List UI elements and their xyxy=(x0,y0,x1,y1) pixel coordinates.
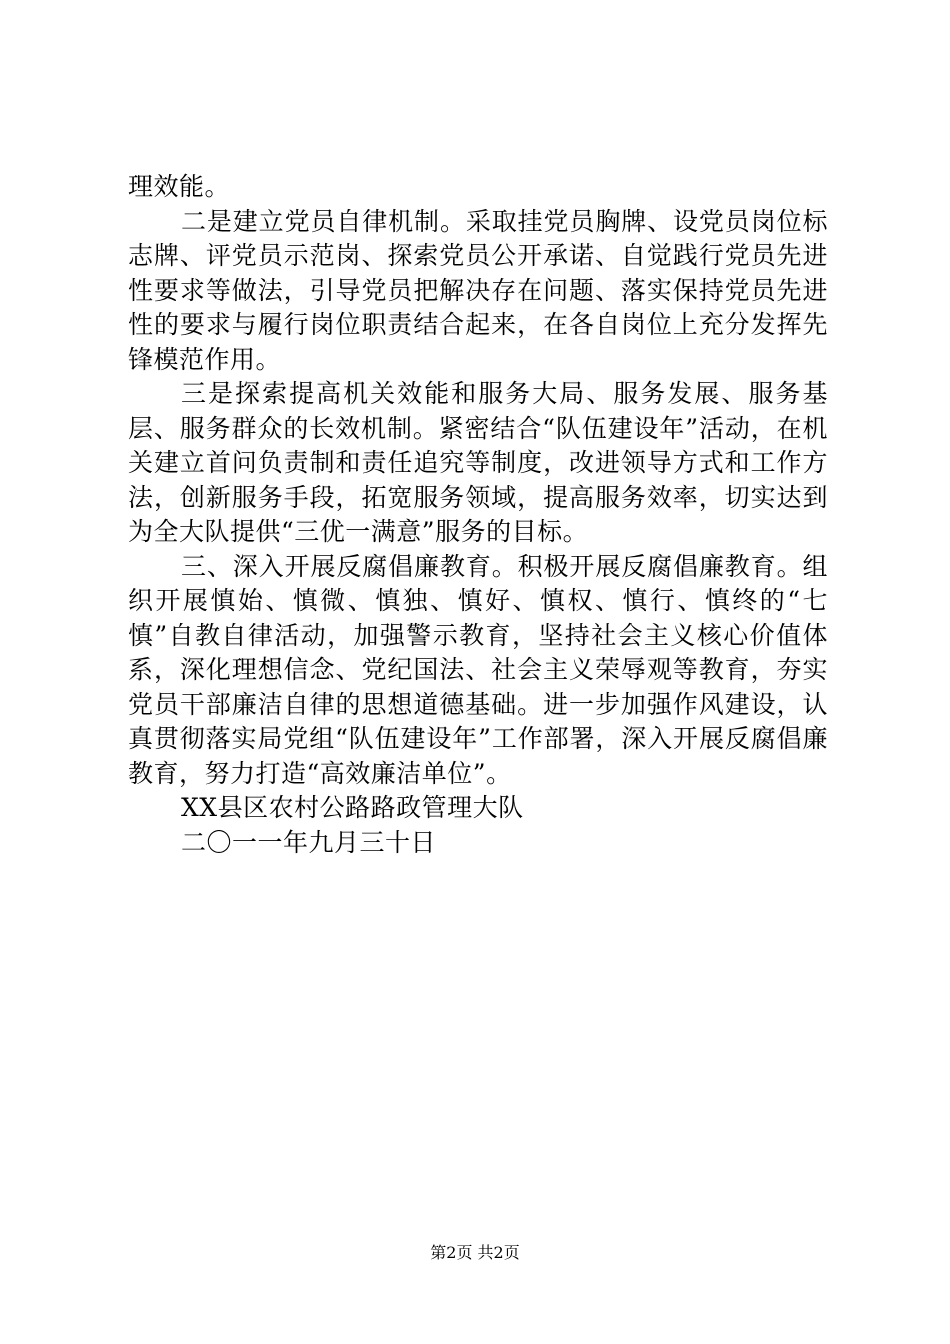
page-number: 第2页 共2页 xyxy=(430,1243,520,1262)
signature-organization: XX县区农村公路路政管理大队 xyxy=(181,793,524,822)
document-body xyxy=(128,170,828,860)
paragraph-anti-corruption: 三、深入开展反腐倡廉教育。积极开展反腐倡廉教育。组织开展慎始、慎微、慎独、慎好、慎权、慎行、慎终的“七慎”自教自律活动，加强警示教育，坚持社会主义核心价值体系，深化理想信念、党纪国法、社会主义荣辱观等教育，夯实党员干部廉洁自律的思想道德基础。进一步加强作风建设，认真贯彻落实局党组“队伍建设年”工作部署，深入开展反腐倡廉教育，努力打造“高效廉洁单位”。 xyxy=(128,551,828,788)
page-footer xyxy=(0,1243,950,1263)
paragraph-service-mechanism: 三是探索提高机关效能和服务大局、服务发展、服务基层、服务群众的长效机制。紧密结合“队伍建设年”活动，在机关建立首问负责制和责任追究等制度，改进领导方式和工作方法，创新服务手段，拓宽服务领域，提高服务效率，切实达到为全大队提供“三优一满意”服务的目标。 xyxy=(128,379,828,546)
paragraph-party-self-discipline: 二是建立党员自律机制。采取挂党员胸牌、设党员岗位标志牌、评党员示范岗、探索党员公开承诺、自觉践行党员先进性要求等做法，引导党员把解决存在问题、落实保持党员先进性的要求与履行岗位职责结合起来，在各自岗位上充分发挥先锋模范作用。 xyxy=(128,206,828,374)
signature-date: 二〇一一年九月三十日 xyxy=(181,827,437,857)
paragraph-continuation: 理效能。 xyxy=(128,172,231,201)
